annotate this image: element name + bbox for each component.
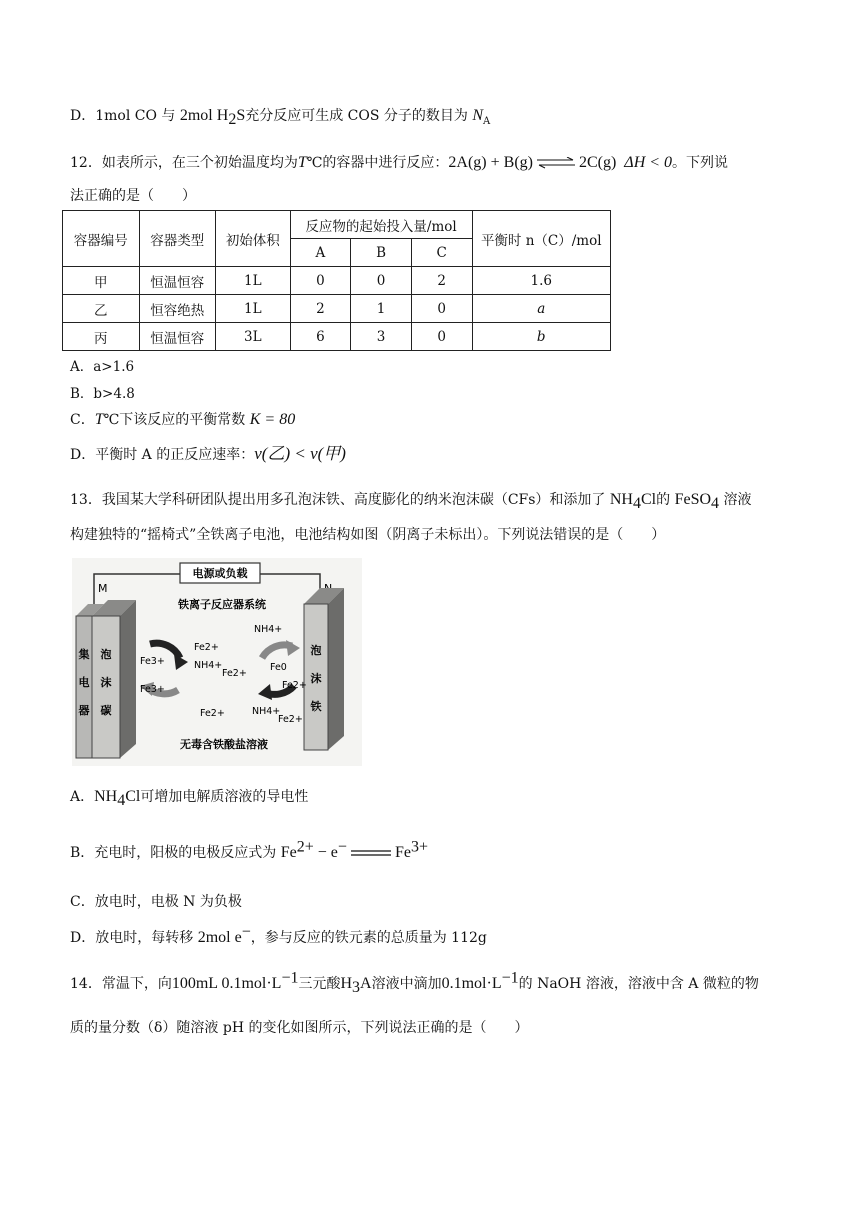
foam-iron-char: 沫 — [310, 672, 322, 685]
header-id: 容器编号 — [63, 211, 140, 267]
cell-id: 丙 — [63, 323, 140, 351]
header-volume: 初始体积 — [216, 211, 291, 267]
table-row — [63, 267, 611, 295]
cell-volume: 1L — [216, 295, 291, 323]
q13-option-b: B．充电时，阳极的电极反应式为 $Fe^{2+} - e^-$ $Fe^{3+}$ — [70, 838, 428, 861]
reaction-equation: 2A(g) + B(g) 2C(g) ΔH < 0 — [448, 154, 673, 171]
cell-id: 乙 — [63, 295, 140, 323]
ion-label: NH4+ — [254, 624, 283, 635]
electrode-m-label: M — [98, 582, 108, 595]
ion-label: Fe3+ — [140, 684, 165, 695]
cell-a: 6 — [290, 323, 351, 351]
foam-iron-char: 泡 — [310, 644, 322, 657]
q12-stem: 12．如表所示，在三个初始温度均为T℃的容器中进行反应：2A(g) + B(g) 2C(g) ΔH < 0。下列说 — [70, 154, 729, 171]
equals-arrow-icon — [351, 848, 391, 858]
cell-equilibrium: b — [472, 323, 610, 351]
foam-carbon-char: 碳 — [100, 704, 112, 717]
ion-label: NH4+ — [194, 660, 223, 671]
foam-carbon-side — [120, 600, 136, 758]
header-b: B — [351, 239, 412, 267]
power-load-label: 电源或负载 — [192, 567, 248, 580]
q13-option-d: D．放电时，每转移 2mol e−，参与反应的铁元素的总质量为 112g — [70, 923, 487, 946]
q14-stem: 14．常温下，向100mL $0.1mol\cdot L^{-1}$三元酸$H_3A$溶液中滴加$0.1mol\cdot L^{-1}$的 NaOH 溶液，溶液中含 A 微粒的物 — [70, 969, 759, 996]
q12-data-table — [62, 210, 611, 351]
cell-volume: 1L — [216, 267, 291, 295]
header-type: 容器类型 — [139, 211, 216, 267]
equilibrium-arrow-icon — [536, 157, 576, 169]
cell-c: 0 — [411, 323, 472, 351]
ion-label: Fe3+ — [140, 656, 165, 667]
collector-char: 器 — [78, 704, 90, 717]
cell-equilibrium: a — [472, 295, 610, 323]
foam-iron-side — [328, 588, 344, 750]
ion-label: Fe0 — [270, 662, 287, 673]
header-c: C — [411, 239, 472, 267]
cell-a: 0 — [290, 267, 351, 295]
q14-stem-line2: 质的量分数（δ）随溶液 pH 的变化如图所示，下列说法正确的是（ ） — [70, 1020, 529, 1036]
q12-option-c: C．T℃下该反应的平衡常数 K = 80 — [70, 411, 296, 428]
ion-label: NH4+ — [252, 706, 281, 717]
header-feed: 反应物的起始投入量/mol — [290, 211, 472, 239]
cell-volume: 3L — [216, 323, 291, 351]
q13-stem: 13．我国某大学科研团队提出用多孔泡沫铁、高度膨化的纳米泡沫碳（CFs）和添加了 $NH_4Cl$的 FeSO$_4$ 溶液 — [70, 491, 752, 512]
q12-stem-line2: 法正确的是（ ） — [70, 188, 196, 204]
cell-b: 3 — [351, 323, 412, 351]
cell-c: 2 — [411, 267, 472, 295]
header-a: A — [290, 239, 351, 267]
cell-type: 恒温恒容 — [139, 267, 216, 295]
ion-label: Fe2+ — [194, 642, 219, 653]
cell-b: 1 — [351, 295, 412, 323]
collector-char: 电 — [78, 676, 90, 689]
q12-option-a: A．a>1.6 — [70, 359, 135, 375]
ion-label: Fe2+ — [278, 714, 303, 725]
solution-label: 无毒含铁酸盐溶液 — [180, 738, 268, 751]
cell-b: 0 — [351, 267, 412, 295]
foam-iron-char: 铁 — [310, 700, 322, 713]
cell-equilibrium: 1.6 — [472, 267, 610, 295]
q13-option-a: A．$NH_4Cl$可增加电解质溶液的导电性 — [70, 788, 309, 809]
cell-a: 2 — [290, 295, 351, 323]
ion-label: Fe2+ — [200, 708, 225, 719]
foam-carbon-char: 沫 — [100, 676, 112, 689]
battery-diagram — [72, 558, 362, 766]
q11-option-d: D．1mol CO 与 2mol $H_2S$充分反应可生成 COS 分子的数目为 $N_A$ — [70, 107, 491, 128]
q13-option-c: C．放电时，电极 N 为负极 — [70, 894, 242, 910]
ion-label: Fe2+ — [282, 680, 307, 691]
header-equilibrium: 平衡时 n（C）/mol — [472, 211, 610, 267]
cell-type: 恒容绝热 — [139, 295, 216, 323]
ion-label: Fe2+ — [222, 668, 247, 679]
cell-type: 恒温恒容 — [139, 323, 216, 351]
table-row — [63, 295, 611, 323]
collector-char: 集 — [78, 648, 90, 661]
cell-id: 甲 — [63, 267, 140, 295]
q13-stem-line2: 构建独特的“摇椅式”全铁离子电池，电池结构如图（阴离子未标出）。下列说法错误的是（ ） — [70, 527, 666, 543]
table-row — [63, 323, 611, 351]
cell-c: 0 — [411, 295, 472, 323]
reactor-system-label: 铁离子反应器系统 — [178, 598, 266, 611]
q12-option-d: D．平衡时 A 的正反应速率：v(乙) < v(甲) — [70, 444, 346, 463]
foam-carbon-char: 泡 — [100, 648, 112, 661]
q12-option-b: B．b>4.8 — [70, 386, 135, 402]
